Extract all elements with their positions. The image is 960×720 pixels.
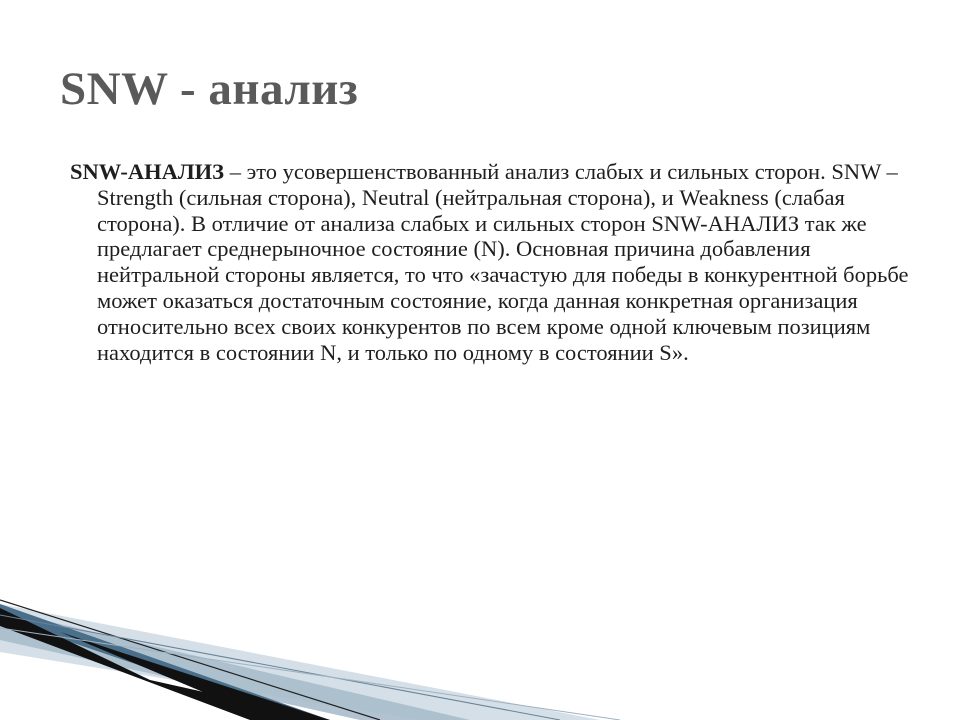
slide-title: SNW - анализ [60,63,359,115]
swoosh-line-2 [0,615,560,720]
slide-body-text [70,159,922,365]
swoosh-blue-band [0,604,330,720]
swoosh-dark-band [0,608,330,720]
lead-term: SNW-АНАЛИЗ [70,159,225,184]
swoosh-line-1 [0,600,380,720]
swoosh-light-band [0,604,600,720]
swoosh-dark-band-2 [60,632,330,720]
swoosh-line-3 [0,628,620,720]
swoosh-light-band-2 [0,610,470,720]
body-description: – это усовершенствованный анализ слабых и сильных сторон. SNW – Strength (сильная сторона), Neutral (нейтральная сторона), и Weakness (слабая сторона). В отличие от анализа слабых и сильных сторон SNW-АНАЛИЗ так же предлагает среднерыночное состояние (N). Основная причина добавления нейтральной стороны является, то что «зачастую для победы в конкурентной борьбе может оказаться достаточным состояние, когда данная конкретная организация относительно всех своих конкурентов по всем кроме одной ключевым позициям находится в состоянии N, и только по одному в состоянии S». [97,159,909,365]
